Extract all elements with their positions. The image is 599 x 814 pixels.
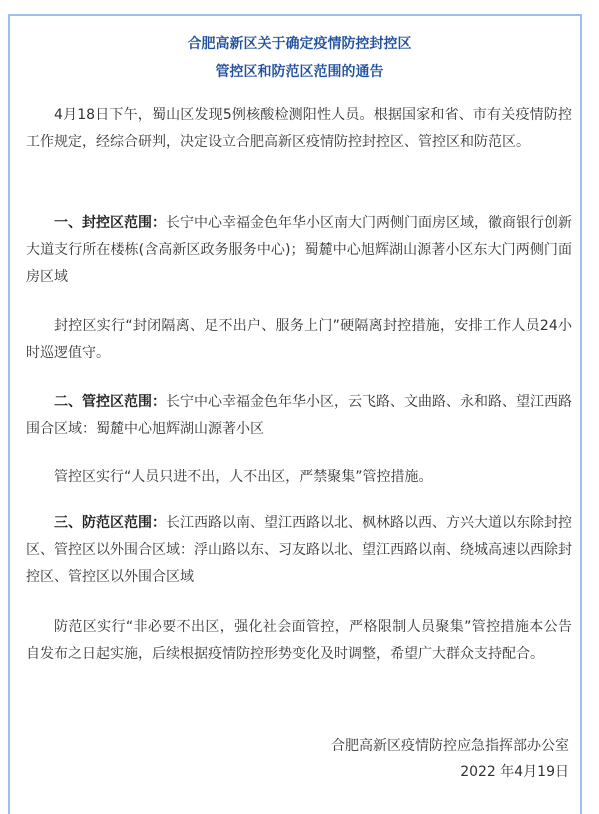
prevention-area-label: 三、防范区范围： [54, 515, 166, 531]
sealed-area-paragraph [26, 210, 572, 291]
control-area-text: 长宁中心幸福金色年华小区，云飞路、文曲路、永和路、望江西路围合区域：蜀麓中心旭辉湖山源著小区 [26, 394, 572, 437]
notice-title-line1: 合肥高新区关于确定疫情防控封控区 [187, 36, 412, 52]
intro-paragraph: 4月18日下午，蜀山区发现5例核酸检测阳性人员。根据国家和省、市有关疫情防控工作规定，经综合研判，决定设立合肥高新区疫情防控封控区、管控区和防范区。 [26, 107, 572, 150]
control-measures-paragraph: 管控区实行“人员只进不出，人不出区，严禁聚集”管控措施。 [54, 469, 433, 485]
control-area-paragraph [26, 389, 572, 443]
control-area-label: 二、管控区范围： [54, 394, 166, 410]
issuer-signature: 合肥高新区疫情防控应急指挥部办公室 [331, 738, 569, 754]
sealed-area-text: 长宁中心幸福金色年华小区南大门两侧门面房区域，徽商银行创新大道支行所在楼栋(含高新区政务服务中心)；蜀麓中心旭辉湖山源著小区东大门两侧门面房区域 [26, 215, 572, 285]
prevention-measures-paragraph: 防范区实行“非必要不出区，强化社会面管控，严格限制人员聚集”管控措施本公告自发布之日起实施，后续根据疫情防控形势变化及时调整，希望广大群众支持配合。 [26, 619, 572, 662]
prevention-area-paragraph [26, 510, 572, 591]
notice-title-line2: 管控区和防范区范围的通告 [215, 64, 384, 80]
issue-date: 2022 年4月19日 [460, 764, 569, 780]
prevention-area-text: 长江西路以南、望江西路以北、枫林路以西、方兴大道以东除封控区、管控区以外围合区域：浮山路以东、习友路以北、望江西路以南、绕城高速以西除封控区、管控区以外围合区域 [26, 515, 572, 585]
sealed-area-label: 一、封控区范围： [54, 215, 166, 231]
sealed-measures-paragraph: 封控区实行“封闭隔离、足不出户、服务上门”硬隔离封控措施，安排工作人员24小时巡逻值守。 [26, 318, 572, 361]
